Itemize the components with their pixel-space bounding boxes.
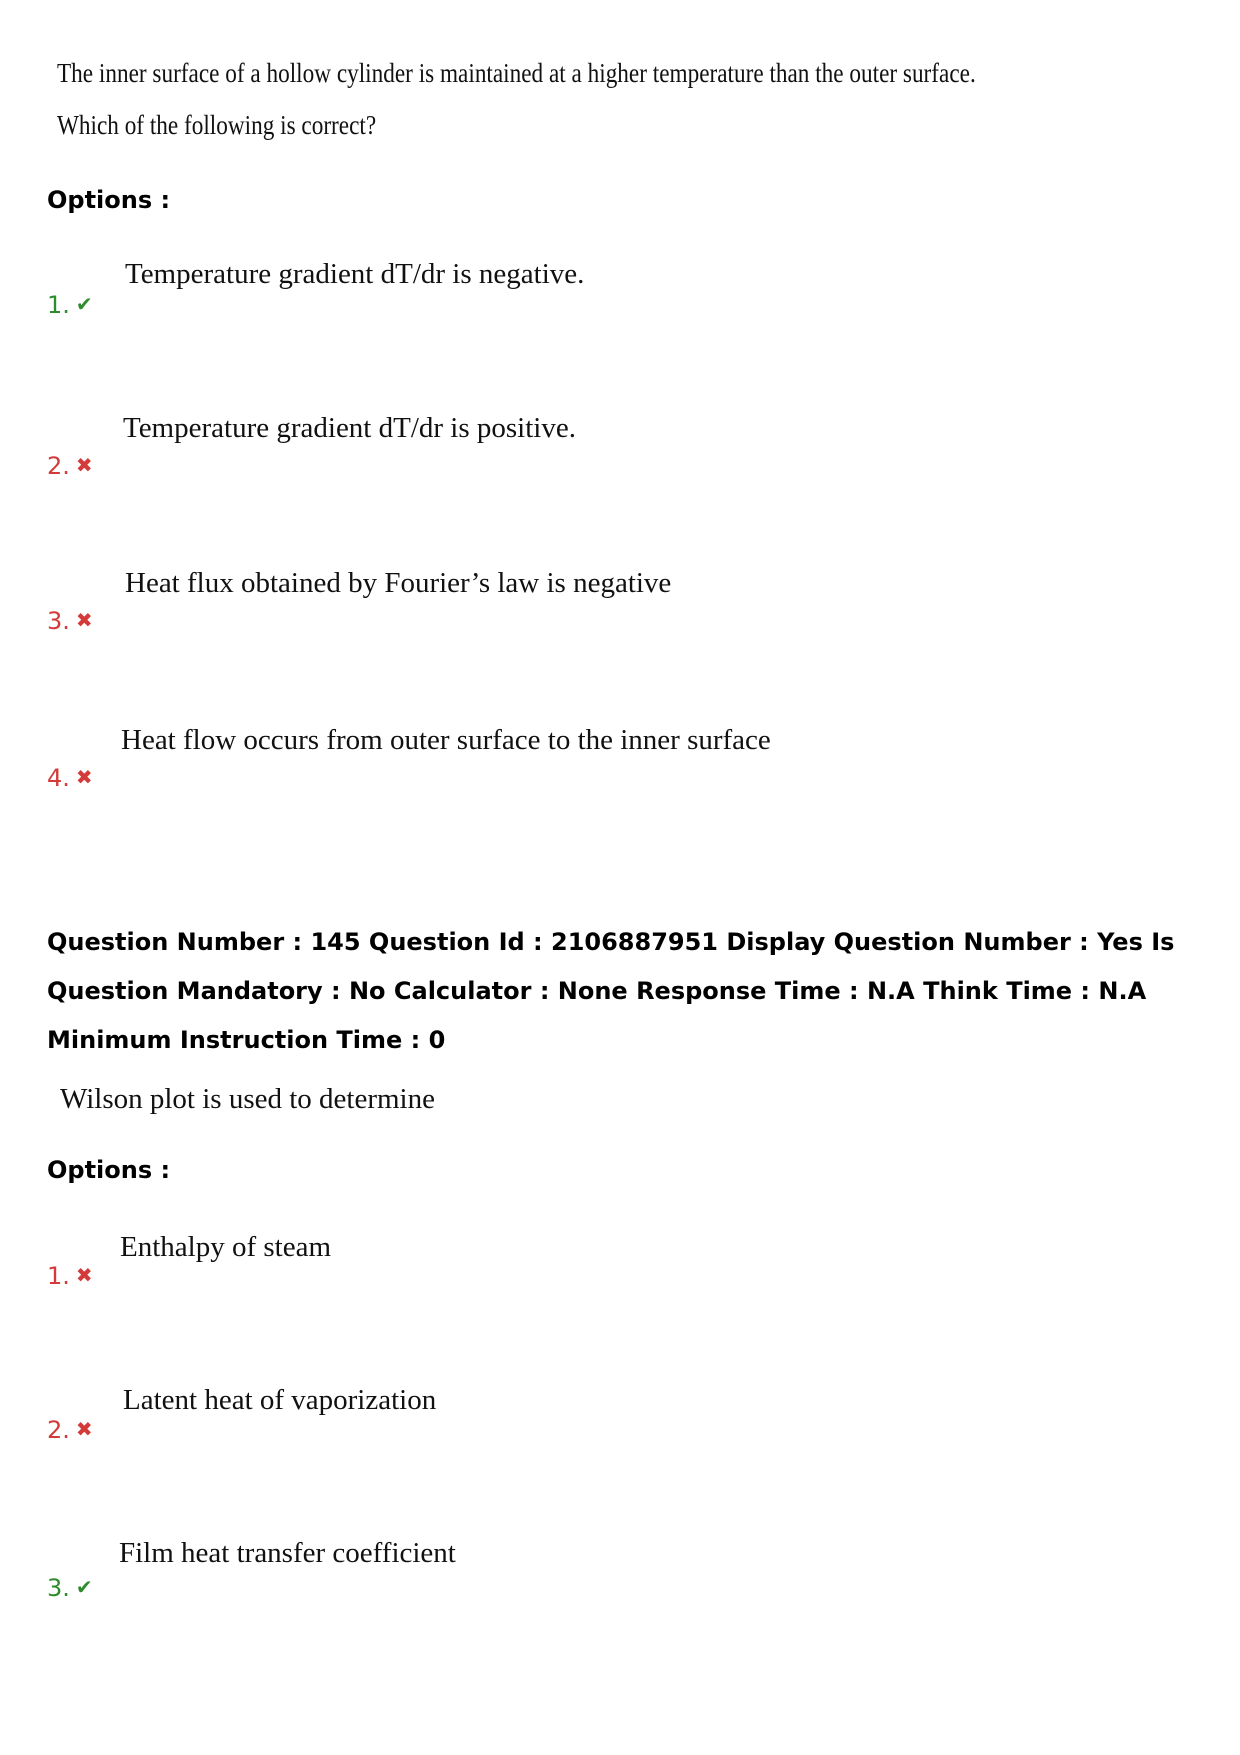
option-number: 2. ✖ [47, 1416, 93, 1444]
cross-mark-icon: ✖ [75, 1417, 93, 1441]
option-number: 1. ✔ [47, 291, 93, 319]
cross-mark-icon: ✖ [75, 1263, 93, 1287]
question-metadata: Question Number : 145 Question Id : 2106887951 Display Question Number : Yes Is Question Mandatory : No Calculator : None Response Time : N.A Think Time : N.A Minimum Instruction Time : 0 [47, 928, 1175, 1054]
options-label: Options : [47, 186, 171, 214]
option-number: 3. ✖ [47, 607, 93, 635]
option-text: Heat flow occurs from outer surface to the inner surface [121, 724, 771, 756]
option-number: 2. ✖ [47, 452, 93, 480]
option-number: 1. ✖ [47, 1262, 93, 1290]
options-label: Options : [47, 1156, 171, 1184]
option-text: Temperature gradient dT/dr is negative. [125, 258, 585, 290]
option-text: Heat flux obtained by Fourier’s law is negative [125, 567, 672, 599]
option-text: Enthalpy of steam [120, 1231, 332, 1263]
option-number: 4. ✖ [47, 764, 93, 792]
option-text: Latent heat of vaporization [123, 1384, 437, 1416]
check-mark-icon: ✔ [75, 1575, 93, 1599]
option-text: Temperature gradient dT/dr is positive. [123, 412, 576, 444]
check-mark-icon: ✔ [75, 292, 93, 316]
question-1-text-line-1: The inner surface of a hollow cylinder is maintained at a higher temperature than the outer surface. [57, 58, 976, 88]
question-2-text: Wilson plot is used to determine [60, 1083, 435, 1115]
question-1-text-line-2: Which of the following is correct? [57, 110, 377, 140]
option-number: 3. ✔ [47, 1574, 93, 1602]
cross-mark-icon: ✖ [75, 453, 93, 477]
cross-mark-icon: ✖ [75, 608, 93, 632]
option-text: Film heat transfer coefficient [119, 1537, 456, 1569]
cross-mark-icon: ✖ [75, 765, 93, 789]
